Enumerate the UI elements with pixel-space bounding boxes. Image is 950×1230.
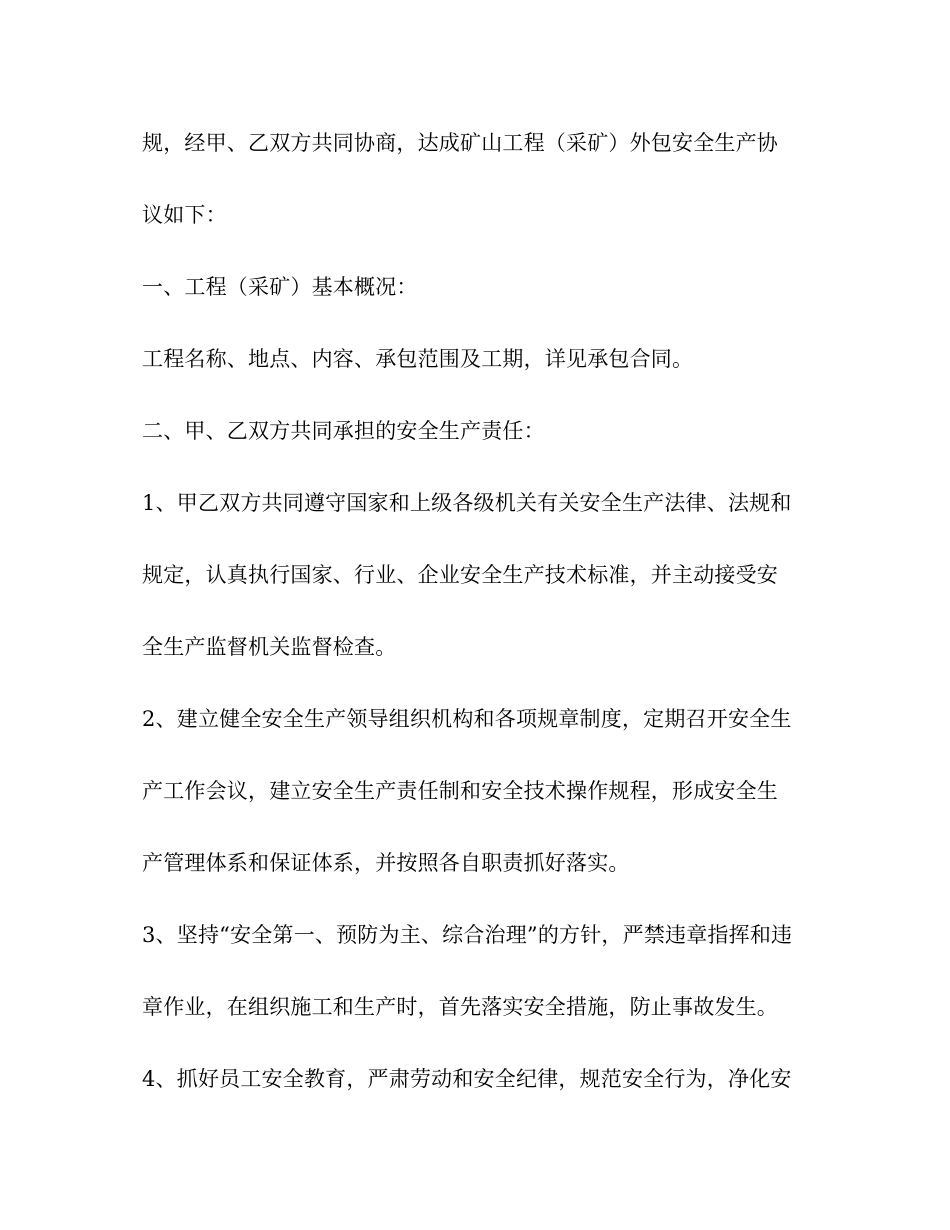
text-line: 章作业，在组织施工和生产时，首先落实安全措施，防止事故发生。 (142, 995, 778, 1019)
section-heading: 二、甲、乙双方共同承担的安全生产责任： (142, 419, 545, 443)
text-line: 规，经甲、乙双方共同协商，达成矿山工程（采矿）外包安全生产协 (142, 131, 778, 155)
text-line: 议如下： (142, 203, 227, 227)
text-line: 2、建立健全安全生产领导组织机构和各项规章制度，定期召开安全生 (142, 707, 792, 731)
text-line: 产管理体系和保证体系，并按照各自职责抓好落实。 (142, 851, 630, 875)
text-line: 规定，认真执行国家、行业、企业安全生产技术标准，并主动接受安 (142, 563, 778, 587)
text-line: 3、坚持“安全第一、预防为主、综合治理”的方针，严禁违章指挥和违 (142, 923, 793, 947)
text-line: 工程名称、地点、内容、承包范围及工期，详见承包合同。 (142, 347, 694, 371)
text-line: 产工作会议，建立安全生产责任制和安全技术操作规程，形成安全生 (142, 779, 778, 803)
text-line: 1、甲乙双方共同遵守国家和上级各级机关有关安全生产法律、法规和 (142, 491, 792, 515)
section-heading: 一、工程（采矿）基本概况： (142, 275, 418, 299)
text-line: 全生产监督机关监督检查。 (142, 635, 397, 659)
text-line: 4、抓好员工安全教育，严肃劳动和安全纪律，规范安全行为，净化安 (142, 1067, 792, 1091)
